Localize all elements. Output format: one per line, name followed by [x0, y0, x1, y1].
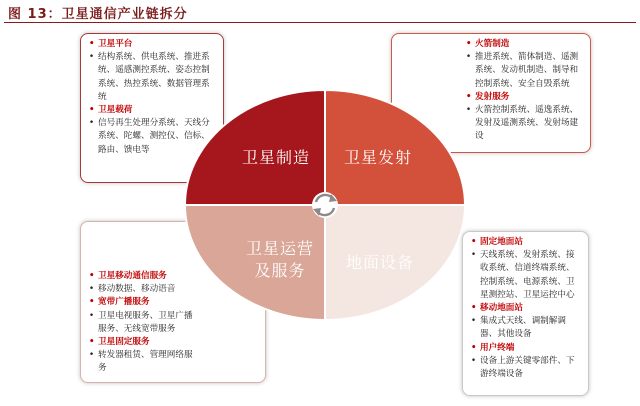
label-satellite-operations-line2: 及服务: [254, 261, 306, 280]
heading-launch-service: • 发射服务: [466, 91, 582, 104]
text-mobile-communication-service: • 移动数据、移动语音: [89, 283, 193, 296]
text-fixed-satellite-service: • 转发器租赁、管理网络服务: [89, 349, 193, 375]
heading-fixed-satellite-service: • 卫星固定服务: [89, 336, 193, 349]
text-broadband-broadcast-service: • 卫星电视服务、卫星广播服务、无线宽带服务: [89, 310, 193, 336]
label-satellite-manufacturing: 卫星制造: [241, 148, 310, 167]
text-satellite-payload: • 信号再生处理分系统、天线分系统、陀螺、测控仪、信标、路由、馈电等: [89, 117, 215, 157]
heading-fixed-ground-station: • 固定地面站: [471, 236, 580, 249]
label-satellite-operations: [235, 238, 325, 282]
heading-satellite-payload: • 卫星载荷: [89, 104, 215, 117]
label-ground-equipment: 地面设备: [345, 253, 414, 272]
heading-broadband-broadcast-service: • 宽带广播服务: [89, 296, 193, 309]
text-launch-service: • 火箭控制系统、遥逸系统、发射及遥测系统、发射场建设: [466, 104, 582, 144]
heading-mobile-ground-station: • 移动地面站: [471, 302, 580, 315]
heading-mobile-communication-service: • 卫星移动通信服务: [89, 270, 193, 283]
text-fixed-ground-station: • 天线系统、发射系统、接收系统、信道终端系统、控制系统、电源系统、卫星测控站、卫星运控中心: [471, 249, 580, 302]
heading-satellite-platform: • 卫星平台: [89, 38, 215, 51]
label-satellite-launch: 卫星发射: [343, 148, 412, 167]
text-user-terminal: • 设备上游关键零部件、下游终端设备: [471, 355, 580, 381]
text-rocket-manufacturing: • 推进系统、箭体制造、遥测系统、发动机制造、制导和控制系统、安全自毁系统: [466, 51, 582, 91]
heading-rocket-manufacturing: • 火箭制造: [466, 38, 582, 51]
refresh-cycle-icon: [312, 192, 338, 218]
label-satellite-operations-line1: 卫星运营: [245, 239, 314, 258]
text-satellite-platform: • 结构系统、供电系统、推进系统、遥感测控系统、姿态控制系统、热控系统、数据管理系统: [89, 51, 215, 104]
figure-title: 图 13：卫星通信产业链拆分: [8, 7, 188, 22]
heading-user-terminal: • 用户终端: [471, 342, 580, 355]
text-mobile-ground-station: • 集成式天线、调制解调器、其他设备: [471, 315, 580, 341]
